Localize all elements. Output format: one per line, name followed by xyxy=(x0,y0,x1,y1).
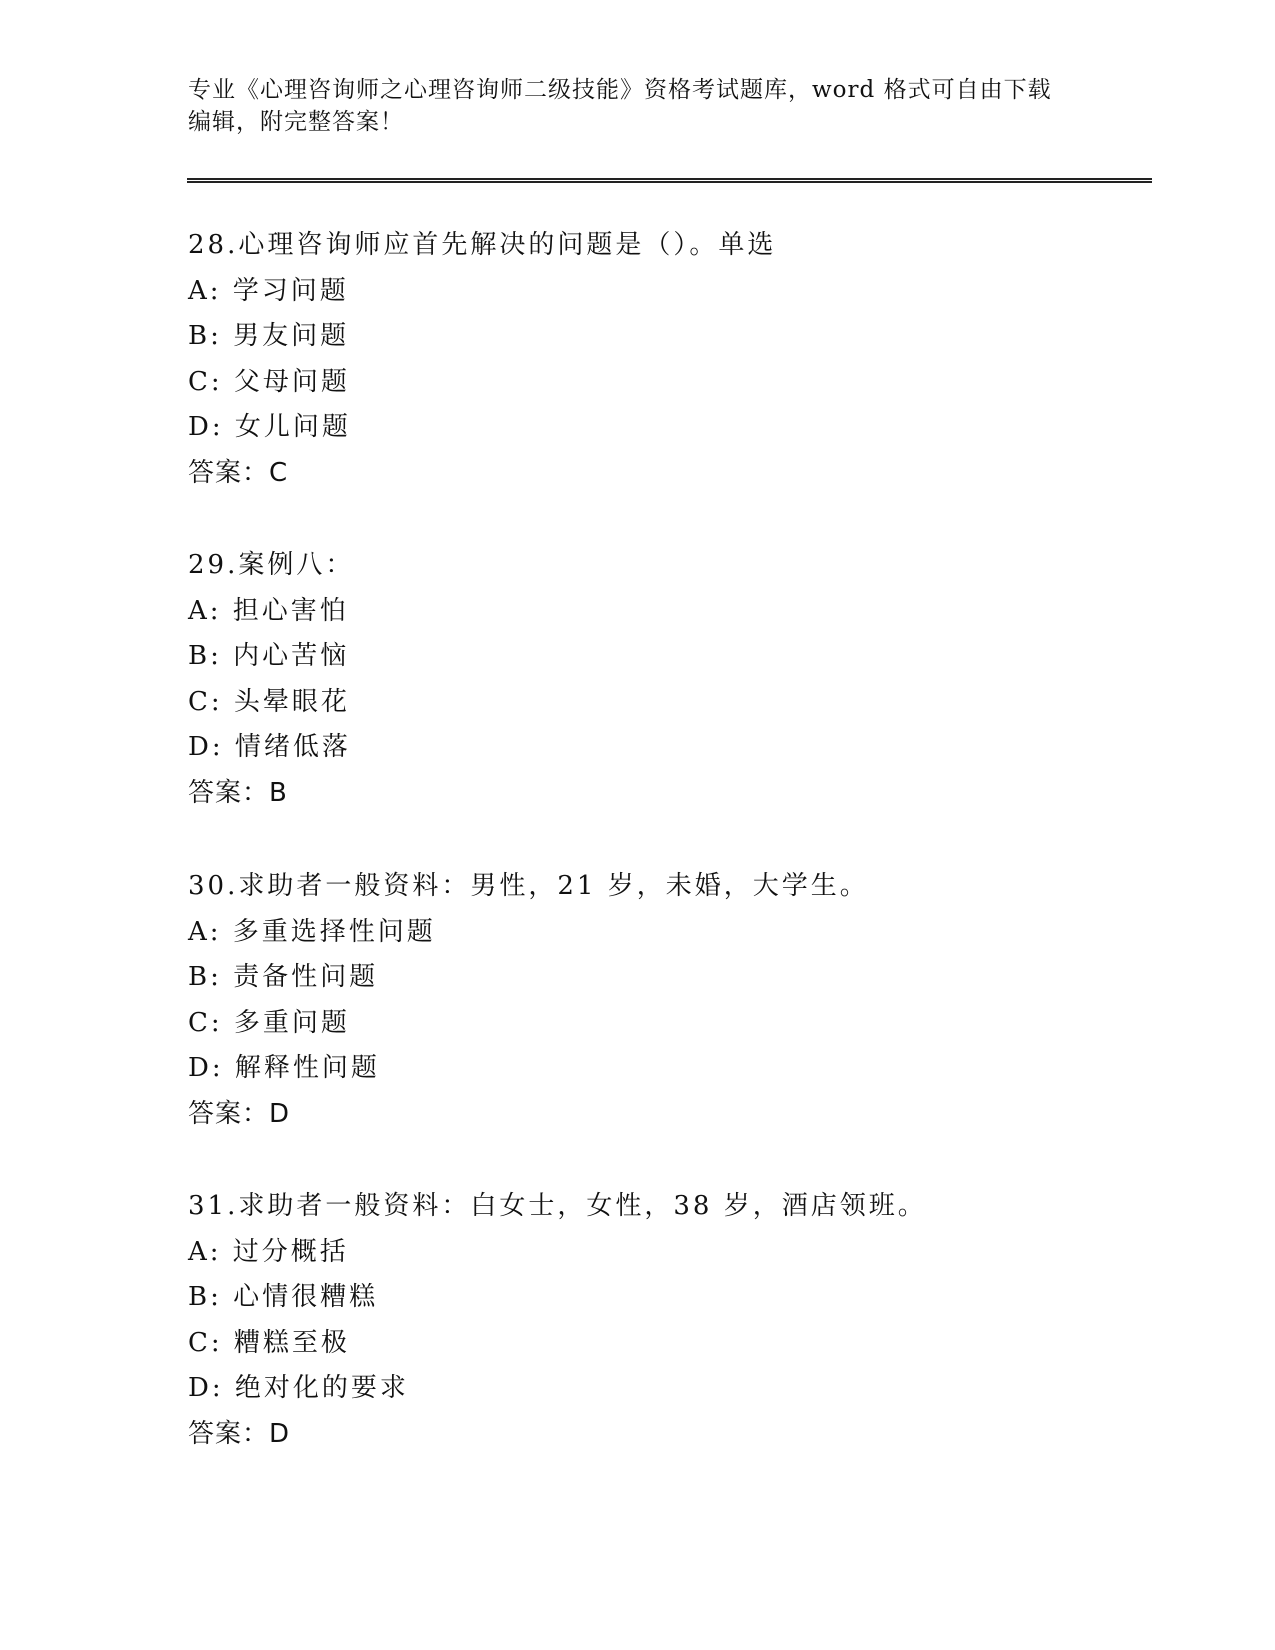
header-divider xyxy=(187,178,1152,183)
question-stem: 29.案例八： xyxy=(188,550,355,580)
option-d: D: 解释性问题 xyxy=(188,1053,380,1083)
option-c: C: 父母问题 xyxy=(188,366,350,397)
option-c: C: 头晕眼花 xyxy=(188,686,350,717)
option-b: B: 内心苦恼 xyxy=(188,641,350,671)
question-28 xyxy=(188,223,1188,496)
question-stem: 31.求助者一般资料：白女士，女性，38 岁，酒店领班。 xyxy=(188,1191,927,1221)
option-c: C: 糟糕至极 xyxy=(188,1327,350,1358)
answer-text: 答案：D xyxy=(188,1418,291,1449)
question-stem: 30.求助者一般资料：男性，21 岁，未婚，大学生。 xyxy=(188,871,869,901)
document-intro xyxy=(188,74,1068,138)
option-d: D: 女儿问题 xyxy=(188,412,351,442)
option-c: C: 多重问题 xyxy=(188,1007,350,1038)
question-29 xyxy=(188,543,1188,816)
question-30 xyxy=(188,864,1188,1137)
option-d: D: 情绪低落 xyxy=(188,732,351,762)
intro-line-1: 专业《心理咨询师之心理咨询师二级技能》资格考试题库，word 格式可自由下载 xyxy=(188,77,1052,103)
intro-line-2: 编辑，附完整答案！ xyxy=(188,109,404,135)
option-a: A: 担心害怕 xyxy=(188,595,349,626)
option-b: B: 男友问题 xyxy=(188,321,350,351)
question-31 xyxy=(188,1184,1188,1457)
answer-text: 答案：D xyxy=(188,1098,291,1129)
option-b: B: 心情很糟糕 xyxy=(188,1282,379,1312)
option-a: A: 多重选择性问题 xyxy=(188,916,436,947)
option-a: A: 学习问题 xyxy=(188,275,349,306)
question-stem: 28.心理咨询师应首先解决的问题是（）。单选 xyxy=(188,230,777,260)
answer-text: 答案：C xyxy=(188,457,289,488)
option-a: A: 过分概括 xyxy=(188,1236,349,1267)
answer-text: 答案：B xyxy=(188,777,288,808)
option-b: B: 责备性问题 xyxy=(188,962,379,992)
option-d: D: 绝对化的要求 xyxy=(188,1373,409,1403)
